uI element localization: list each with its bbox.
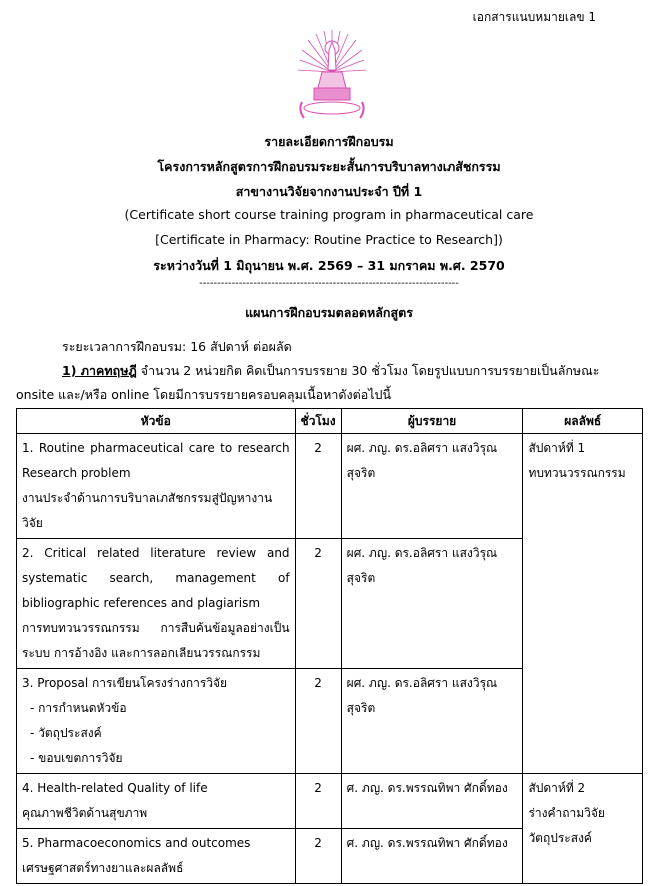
plan-title: แผนการฝึกอบรมตลอดหลักสูตร [245,305,413,320]
topic-th: งานประจำด้านการบริบาลเภสัชกรรมสู่ปัญหางานวิจัย [22,491,273,530]
theory-text-1: จำนวน 2 หน่วยกิต คิดเป็นการบรรยาย 30 ชั่วโมง โดยรูปแบบการบรรยายเป็นลักษณะ [136,363,600,378]
topic-cell [17,774,296,829]
header-lecturer: ผู้บรรยาย [341,409,523,434]
outcome-detail: ร่างคำถามวิจัย วัตถุประสงค์ [528,806,605,845]
title-line-3: สาขางานวิจัยจากงานประจำ ปีที่ 1 [235,184,423,199]
course-table [16,408,643,884]
theory-paragraph [62,361,642,381]
lecturer-cell: ศ. ภญ. ดร.พรรณทิพา ศักดิ์ทอง [341,774,523,829]
header-outcome: ผลลัพธ์ [523,409,643,434]
theory-label: 1) ภาคทฤษฎี [62,363,137,378]
hours-cell: 2 [295,669,341,774]
duration-text: ระยะเวลาการฝึกอบรม: 16 สัปดาห์ ต่อผลัด [62,339,292,354]
lecturer-cell: ผศ. ภญ. ดร.อลิศรา แสงวิรุณ สุจริต [341,669,523,774]
lecturer-cell: ผศ. ภญ. ดร.อลิศรา แสงวิรุณ สุจริต [341,434,523,539]
topic-en: 4. Health-related Quality of life [22,781,208,795]
topic-en: 5. Pharmacoeconomics and outcomes [22,836,251,850]
table-header [17,409,643,434]
topic-cell [17,669,296,774]
topic-cell [17,539,296,669]
lecturer-cell: ศ. ภญ. ดร.พรรณทิพา ศักดิ์ทอง [341,829,523,884]
divider: ------------------------------------------------------------------------ [199,278,459,289]
title-line-4: (Certificate short course training program in pharmaceutical care [124,207,534,222]
header-topic: หัวข้อ [17,409,296,434]
header-hours: ชั่วโมง [295,409,341,434]
subtopic: - ขอบเขตการวิจัย [30,751,123,765]
hours-cell: 2 [295,829,341,884]
topic-en: 3. Proposal การเขียนโครงร่างการวิจัย [22,676,228,690]
subtopic: - การกำหนดหัวข้อ [30,701,127,715]
topic-en: 1. Routine pharmaceutical care to research Research problem [22,441,290,480]
outcome-cell [523,434,643,774]
title-line-5: [Certificate in Pharmacy: Routine Practice to Research]) [155,232,503,247]
outcome-detail: ทบทวนวรรณกรรม [528,466,626,480]
title-line-2: โครงการหลักสูตรการฝึกอบรมระยะสั้นการบริบาลทางเภสัชกรรม [157,159,501,174]
topic-th: เศรษฐศาสตร์ทางยาและผลลัพธ์ [22,861,184,875]
document-number: เอกสารแนบหมายเลข 1 [472,10,596,24]
lecturer-cell: ผศ. ภญ. ดร.อลิศรา แสงวิรุณ สุจริต [341,539,523,669]
outcome-week: สัปดาห์ที่ 2 [528,781,586,795]
title-line-1: รายละเอียดการฝึกอบรม [264,134,394,149]
hours-cell: 2 [295,774,341,829]
topic-th: คุณภาพชีวิตด้านสุขภาพ [22,806,148,820]
hours-cell: 2 [295,434,341,539]
title-line-6: ระหว่างวันที่ 1 มิถุนายน พ.ศ. 2569 – 31 มกราคม พ.ศ. 2570 [153,258,505,273]
table-row [17,434,643,539]
topic-en: 2. Critical related literature review and systematic search, management of bibliographic references and plagiarism [22,546,290,610]
subtopic: - วัตถุประสงค์ [30,726,102,740]
topic-cell [17,434,296,539]
topic-th: การทบทวนวรรณกรรม การสืบค้นข้อมูลอย่างเป็นระบบ การอ้างอิง และการลอกเลียนวรรณกรรม [22,621,290,660]
topic-cell [17,829,296,884]
outcome-cell [523,774,643,884]
outcome-week: สัปดาห์ที่ 1 [528,441,586,455]
table-row [17,774,643,829]
university-emblem-icon [292,30,372,122]
theory-text-2: onsite และ/หรือ online โดยมีการบรรยายครอบคลุมเนื้อหาดังต่อไปนี้ [16,387,391,402]
hours-cell: 2 [295,539,341,669]
